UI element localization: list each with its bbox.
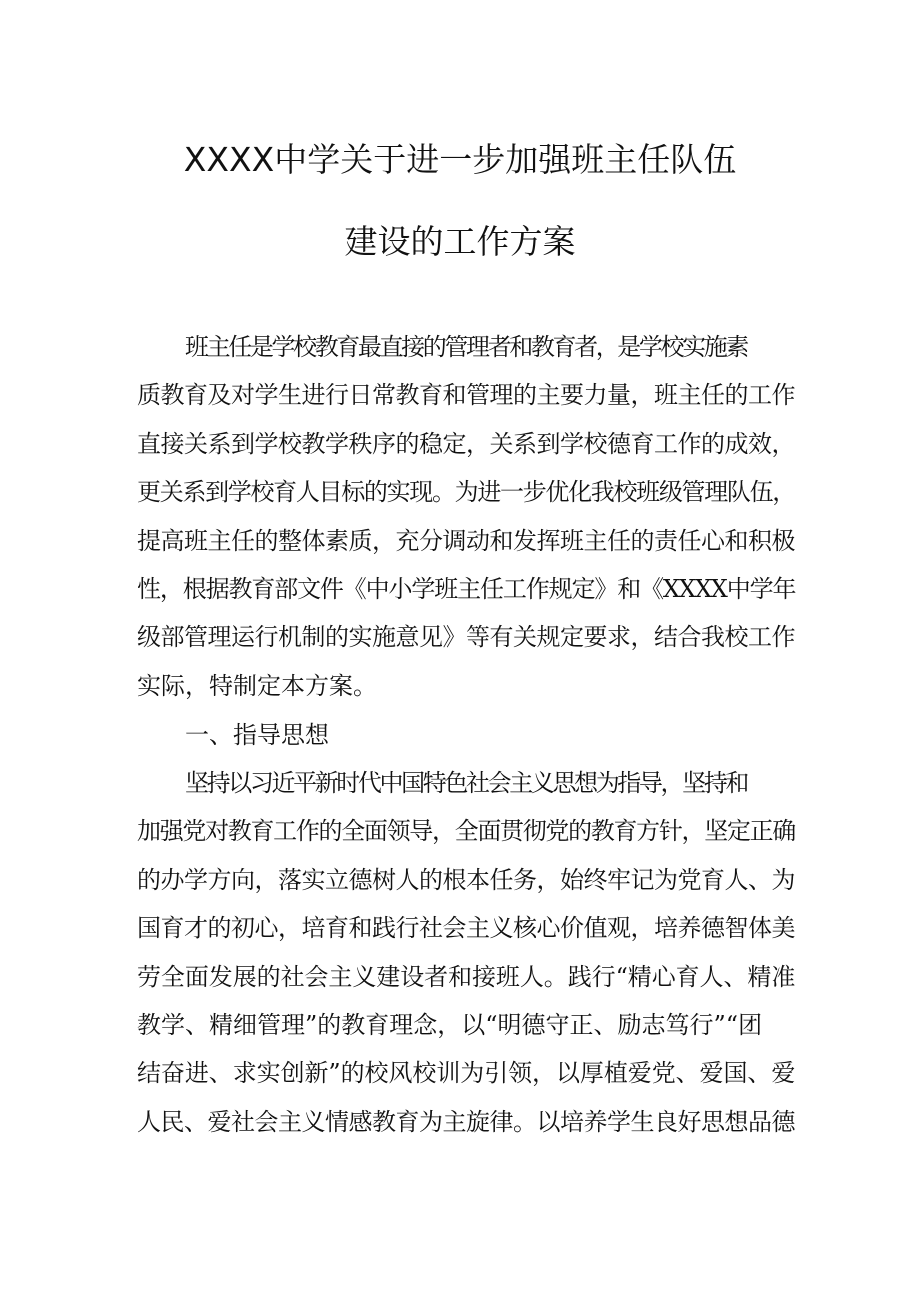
intro-line: 级部管理运行机制的实施意见》等有关规定要求，结合我校工作	[137, 623, 795, 652]
section-1-heading: 一、指导思想	[185, 721, 329, 749]
intro-line: 实际，特制定本方案。	[137, 671, 377, 700]
intro-line: 直接关系到学校教学秩序的稳定，关系到学校德育工作的成效，	[137, 429, 795, 458]
section-1-paragraph	[137, 759, 795, 1146]
section-1-line: 结奋进、求实创新”的校风校训为引领，以厚植爱党、爱国、爱	[137, 1059, 796, 1088]
document-title-line-2: 建设的工作方案	[344, 222, 576, 261]
intro-line: 提高班主任的整体素质，充分调动和发挥班主任的责任心和积极	[137, 526, 795, 555]
section-1-line: 的办学方向，落实立德树人的根本任务，始终牢记为党育人、为	[137, 865, 795, 894]
intro-line: 性，根据教育部文件《中小学班主任工作规定》和《XXXX中学年	[137, 575, 796, 604]
section-1-line: 加强党对教育工作的全面领导，全面贯彻党的教育方针，坚定正确	[137, 817, 795, 846]
section-heading	[137, 711, 795, 759]
intro-paragraph	[137, 323, 795, 710]
intro-line: 更关系到学校育人目标的实现。为进一步优化我校班级管理队伍，	[137, 478, 795, 507]
intro-line: 质教育及对学生进行日常教育和管理的主要力量，班主任的工作	[137, 381, 795, 410]
section-1-line: 劳全面发展的社会主义建设者和接班人。践行“精心育人、精准	[137, 962, 796, 991]
intro-line: 班主任是学校教育最直接的管理者和教育者，是学校实施素	[185, 333, 747, 361]
section-1-line: 人民、爱社会主义情感教育为主旋律。以培养学生良好思想品德	[137, 1107, 795, 1136]
section-1-line: 教学、精细管理”的教育理念，以“明德守正、励志笃行”“团	[137, 1011, 763, 1040]
section-1-line: 坚持以习近平新时代中国特色社会主义思想为指导，坚持和	[185, 769, 747, 797]
document-title-line-1: XXXX中学关于进一步加强班主任队伍	[183, 140, 737, 179]
section-1-line: 国育才的初心，培育和践行社会主义核心价值观，培养德智体美	[137, 914, 795, 943]
